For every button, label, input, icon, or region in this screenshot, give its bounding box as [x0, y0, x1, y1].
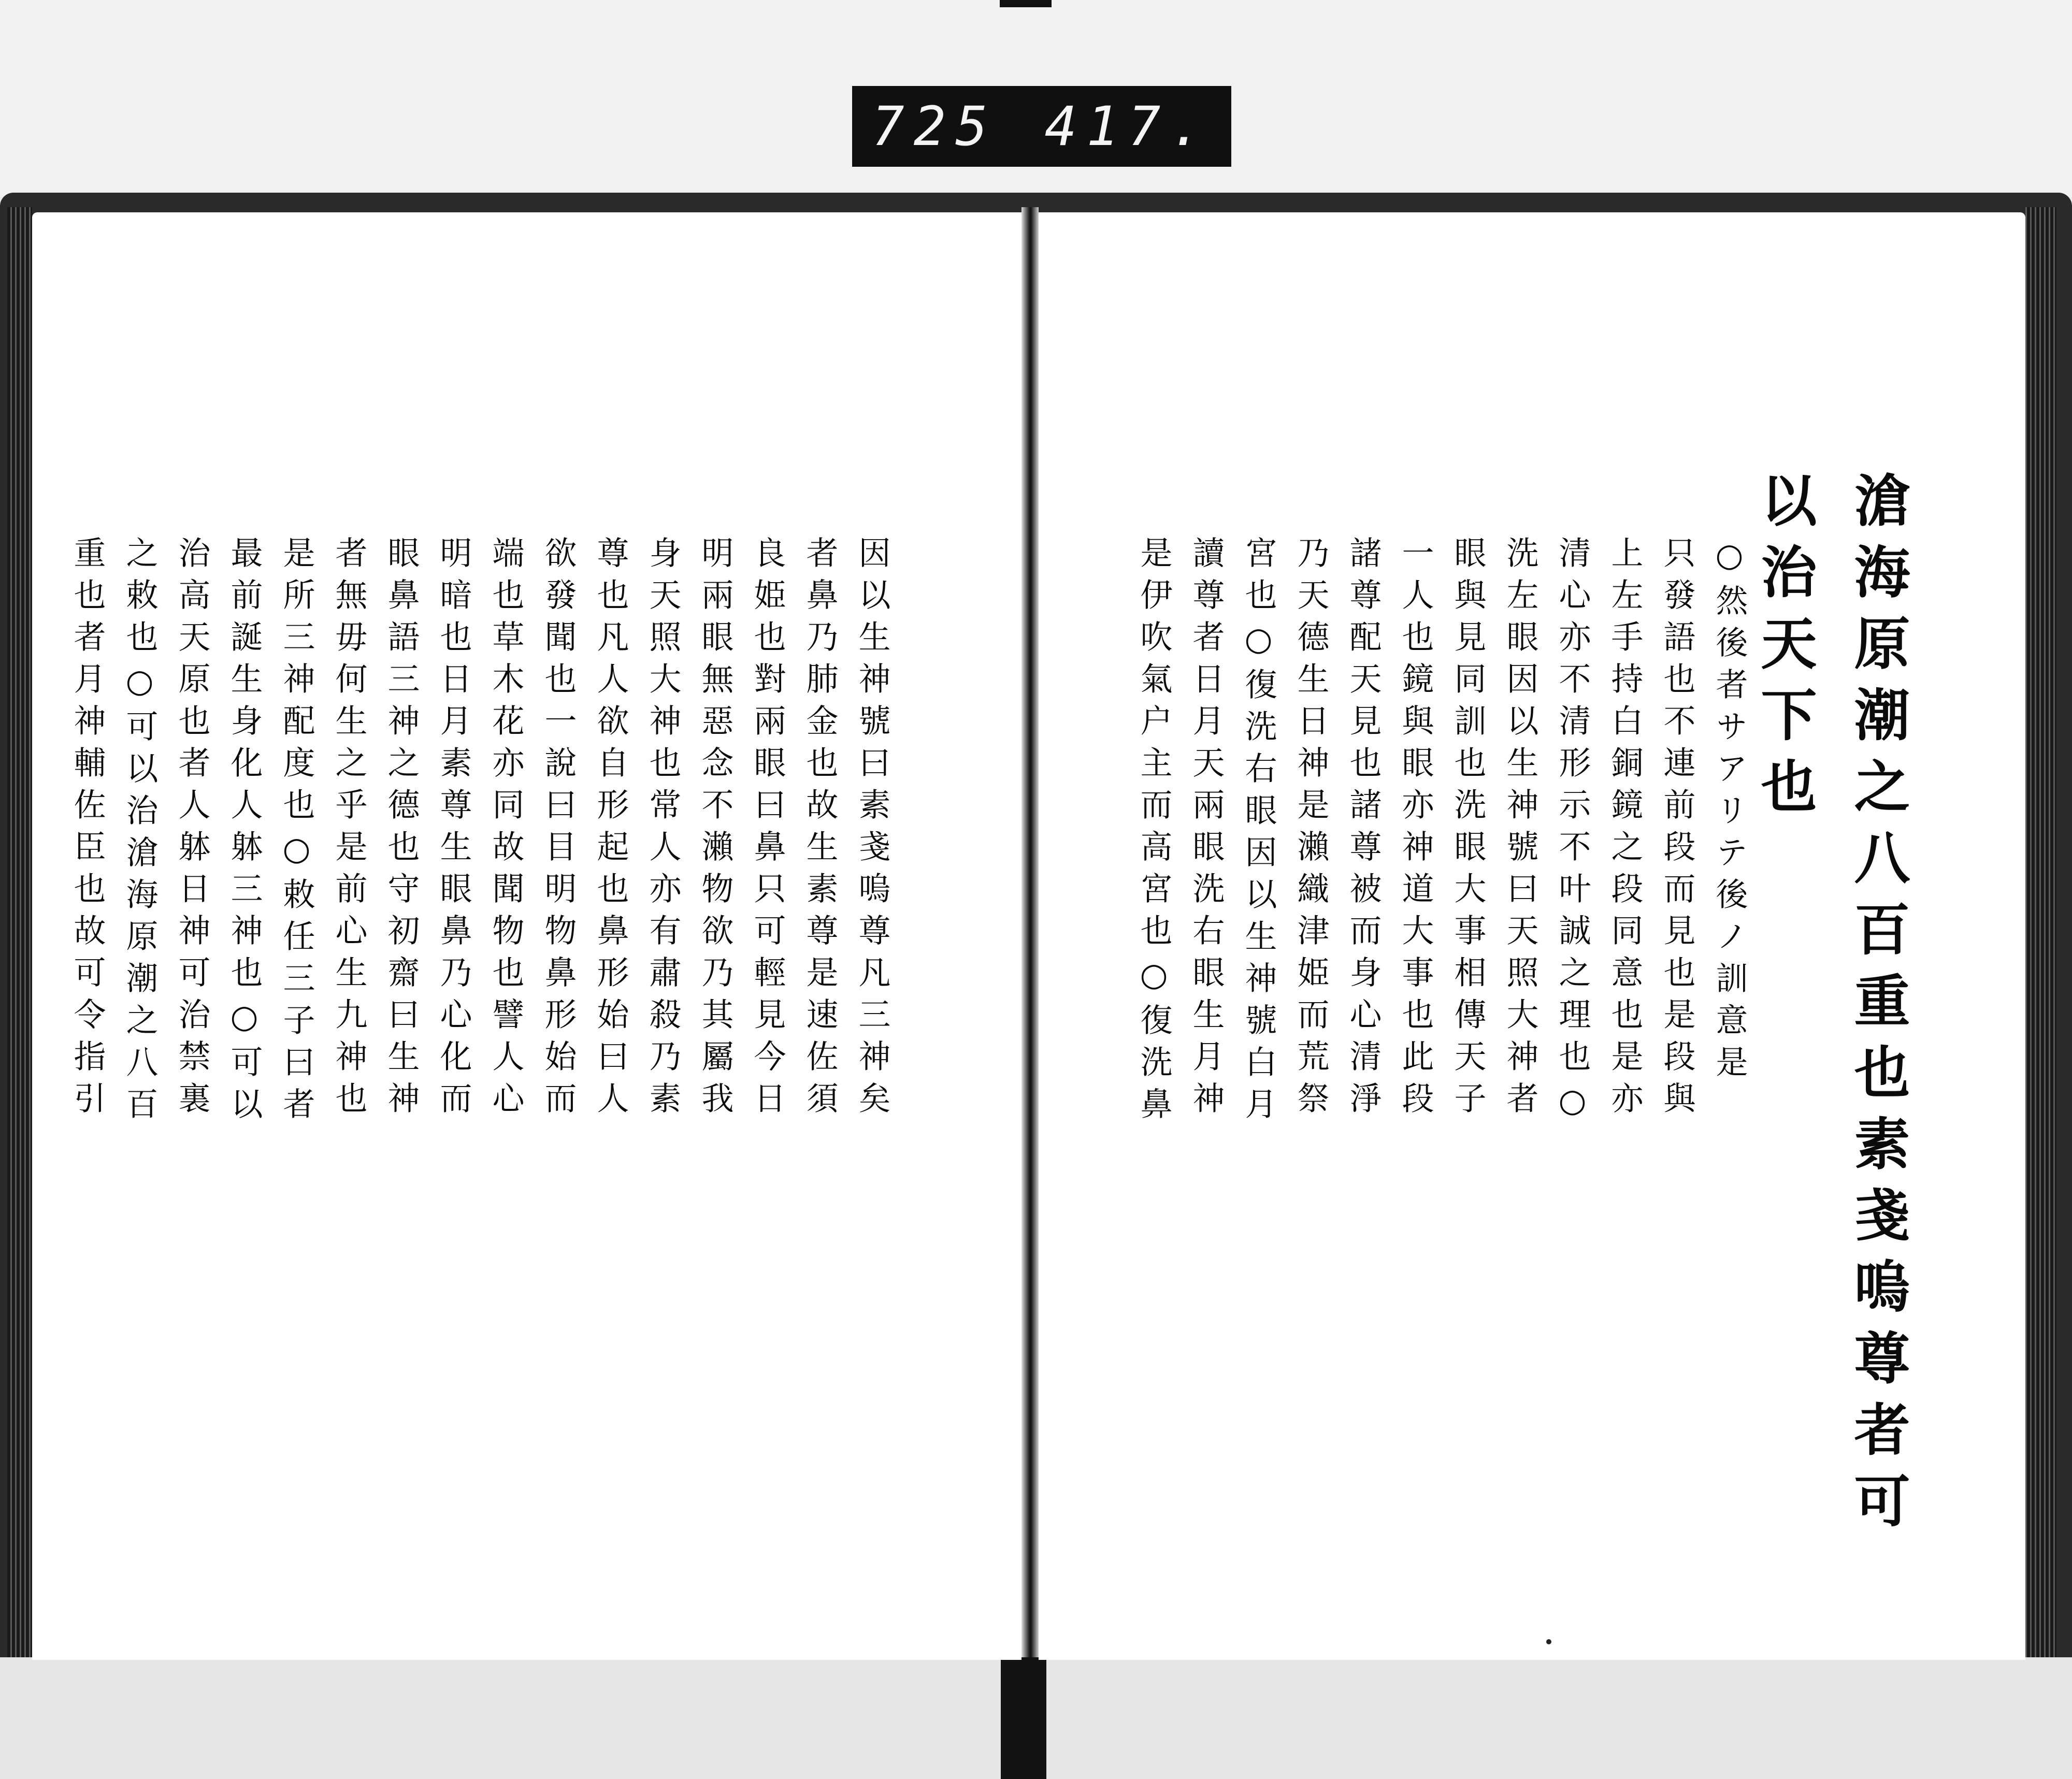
text-column: 者鼻乃肺金也故生素尊是速佐須: [801, 536, 839, 1123]
text-column: 是所三神配度也○敕任三子曰者: [278, 536, 315, 1129]
page-edges-right: [2025, 207, 2056, 1657]
text-column: 身天照大神也常人亦有肅殺乃素: [644, 536, 682, 1123]
book-spine: [1001, 1657, 1046, 1779]
text-column: 明暗也日月素尊生眼鼻乃心化而: [435, 536, 472, 1123]
right-page: [1039, 212, 2025, 1660]
text-column: 良姫也對兩眼曰鼻只可輕見今日: [749, 536, 786, 1123]
film-marker: [1000, 0, 1052, 7]
film-frame-number-right: 417.: [1044, 95, 1212, 158]
left-page: [32, 212, 1021, 1660]
heading-column: 滄海原潮之八百重也素戔嗚尊者可: [1845, 471, 1910, 1543]
book-gutter: [1021, 207, 1039, 1657]
text-column: 宮也○復洗右眼因以生神號白月: [1240, 536, 1277, 1129]
text-column: 洗左眼因以生神號曰天照大神者: [1501, 536, 1539, 1123]
text-column: 乃天德生日神是瀨織津姫而荒祭: [1292, 536, 1330, 1123]
text-column: 尊也凡人欲自形起也鼻形始曰人: [592, 536, 629, 1123]
text-column: 只發語也不連前段而見也是段與: [1658, 536, 1696, 1123]
text-column: 最前誕生身化人躰三神也○可以: [225, 536, 263, 1129]
text-column: 上左手持白銅鏡之段同意也是亦: [1606, 536, 1644, 1123]
ink-speck: [1546, 1639, 1551, 1644]
film-frame-number-left: 725: [872, 95, 997, 158]
text-column: 重也者月神輔佐臣也故可令指引: [68, 536, 106, 1123]
text-column: 一人也鏡與眼亦神道大事也此段: [1397, 536, 1434, 1123]
film-frame-label: [852, 86, 1231, 167]
text-column: 諸尊配天見也諸尊被而身心清淨: [1344, 536, 1382, 1123]
text-column: 清心亦不清形示不叶誠之理也○: [1553, 536, 1591, 1129]
text-column: 者無毋何生之乎是前心生九神也: [330, 536, 368, 1123]
text-column: 之敕也○可以治滄海原潮之八百: [121, 536, 159, 1129]
heading-column: 以治天下也: [1751, 471, 1817, 829]
text-column: ○然後者サアリテ後ノ訓意是: [1710, 536, 1748, 1087]
text-column: 端也草木花亦同故聞物也譬人心: [487, 536, 525, 1123]
text-column: 欲發聞也一說曰目明物鼻形始而: [539, 536, 577, 1123]
text-column: 明兩眼無惡念不瀨物欲乃其屬我: [696, 536, 734, 1123]
text-column: 眼鼻語三神之德也守初齋曰生神: [382, 536, 420, 1123]
text-column: 治高天原也者人躰日神可治禁裏: [173, 536, 211, 1123]
text-column: 眼與見同訓也洗眼大事相傳天子: [1449, 536, 1487, 1123]
text-column: 因以生神號曰素戔嗚尊凡三神矣: [853, 536, 891, 1123]
text-column: 是伊吹氣户主而高宮也○復洗鼻: [1135, 536, 1173, 1129]
page-edges-left: [7, 207, 32, 1657]
text-column: 讀尊者日月天兩眼洗右眼生月神: [1187, 536, 1225, 1123]
